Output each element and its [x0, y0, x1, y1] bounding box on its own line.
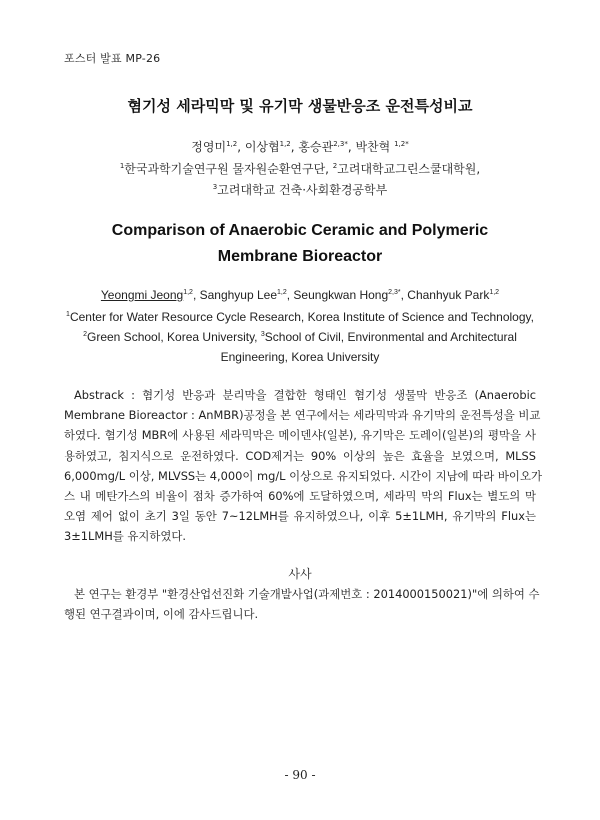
english-affiliation-line: Engineering, Korea University: [220, 350, 380, 364]
presenting-author-name: Yeongmi Jeong: [100, 288, 184, 302]
page-number: - 90 -: [284, 768, 316, 782]
author-name: 홍승관: [298, 140, 334, 154]
abstract-line: Membrane Bioreactor : AnMBR)공정을 본 연구에서는 세라믹막과 유기막의 운전특성을 비교: [64, 408, 541, 423]
affil-mark: 1: [119, 162, 125, 170]
abstract-line: 3±1LMH를 유지하였다.: [64, 529, 187, 544]
affil-text: 고려대학교 건축·사회환경공학부: [217, 183, 388, 197]
author-name: Seungkwan Hong: [293, 288, 389, 302]
acknowledgement-line: 행된 연구결과이며, 이에 감사드립니다.: [64, 607, 259, 622]
author-name: 정영미: [191, 140, 227, 154]
affil-text: School of Civil, Environmental and Architectural: [264, 330, 517, 344]
author-affil-mark: 1,2: [277, 289, 287, 296]
abstract-line: 스 내 메탄가스의 비율이 점차 증가하여 60%에 도달하였으며, 세라믹 막의 Flux는 별도의 막: [64, 489, 536, 504]
korean-affiliation-line: [0, 160, 600, 177]
abstract-paragraph: [64, 385, 542, 547]
english-authors: Yeongmi Jeong$^{1,2}$, Sanghyup Lee$^{1,2}$, Seungkwan Hong$^{2,3*}$, Chanhyuk Park$^{1,2}$: [100, 288, 500, 302]
abstract-line: 하였다. 혐기성 MBR에 사용된 세라믹막은 메이덴샤(일본), 유기막은 도레이(일본)의 평막을 사: [64, 428, 536, 443]
affil-text: 고려대학교그린스쿨대학원,: [337, 162, 481, 176]
author-name: Chanhyuk Park: [407, 288, 490, 302]
author-affil-mark: 2,3*: [333, 140, 348, 148]
author-name: 이상협: [244, 140, 280, 154]
acknowledgement-line: 본 연구는 환경부 "환경산업선진화 기술개발사업(과제번호 : 2014000150021)"에 의하여 수: [74, 587, 540, 601]
affil-mark: 1: [66, 311, 70, 318]
author-affil-mark: 1,2: [489, 289, 500, 296]
english-affiliation-line: [0, 330, 600, 344]
author-affil-mark: 2,3*: [388, 289, 401, 296]
affil-text: 한국과학기술연구원 물자원순환연구단,: [124, 162, 333, 176]
acknowledgement-paragraph: [64, 584, 540, 624]
author-name: Sanghyup Lee: [199, 288, 278, 302]
affil-mark: 3: [260, 331, 265, 338]
korean-affiliation-line: [0, 181, 600, 198]
english-title-line: Comparison of Anaerobic Ceramic and Polymeric: [111, 222, 489, 239]
affil-text: Green School, Korea University,: [87, 330, 261, 344]
author-affil-mark: 1,2: [183, 289, 193, 296]
korean-title: 혐기성 세라믹막 및 유기막 생물반응조 운전특성비교: [127, 97, 473, 115]
author-name: 박찬혁: [355, 140, 391, 154]
affil-mark: 2: [83, 331, 87, 338]
abstract-line: Abstrack : 혐기성 반응과 분리막을 결합한 형태인 혐기성 생물막 반응조 (Anaerobic: [74, 388, 536, 402]
acknowledgement-heading: 사사: [288, 567, 312, 581]
author-affil-mark: 1,2: [226, 140, 238, 148]
affil-text: Center for Water Resource Cycle Research, Korea Institute of Science and Technology,: [69, 310, 534, 324]
author-affil-mark: 1,2: [279, 140, 291, 148]
abstract-line: 6,000mg/L 이상, MLVSS는 4,000이 mg/L 이상으로 유지되었다. 시간이 지남에 따라 바이오가: [64, 468, 542, 483]
english-affiliation-line: [0, 310, 600, 324]
affil-mark: 2: [332, 162, 338, 170]
abstract-line: 오염 제어 없이 초기 3일 동안 7~12LMH를 유지하였으나, 이후 5±1LMH, 유기막의 Flux는: [64, 509, 536, 524]
abstract-line: 용하였고, 침지식으로 운전하였다. COD제거는 90% 이상의 높은 효율을 보였으며, MLSS: [64, 448, 536, 463]
english-title: [0, 218, 600, 270]
author-affil-mark: 1,2*: [394, 140, 409, 148]
korean-authors: 정영미$^{1,2}$, 이상협$^{1,2}$, 홍승관$^{2,3*}$, 박찬혁 $^{1,2*}$: [191, 140, 409, 154]
session-label: 포스터 발표 MP-26: [64, 52, 161, 65]
english-title-line: Membrane Bioreactor: [217, 248, 383, 265]
affil-mark: 3: [212, 183, 218, 191]
